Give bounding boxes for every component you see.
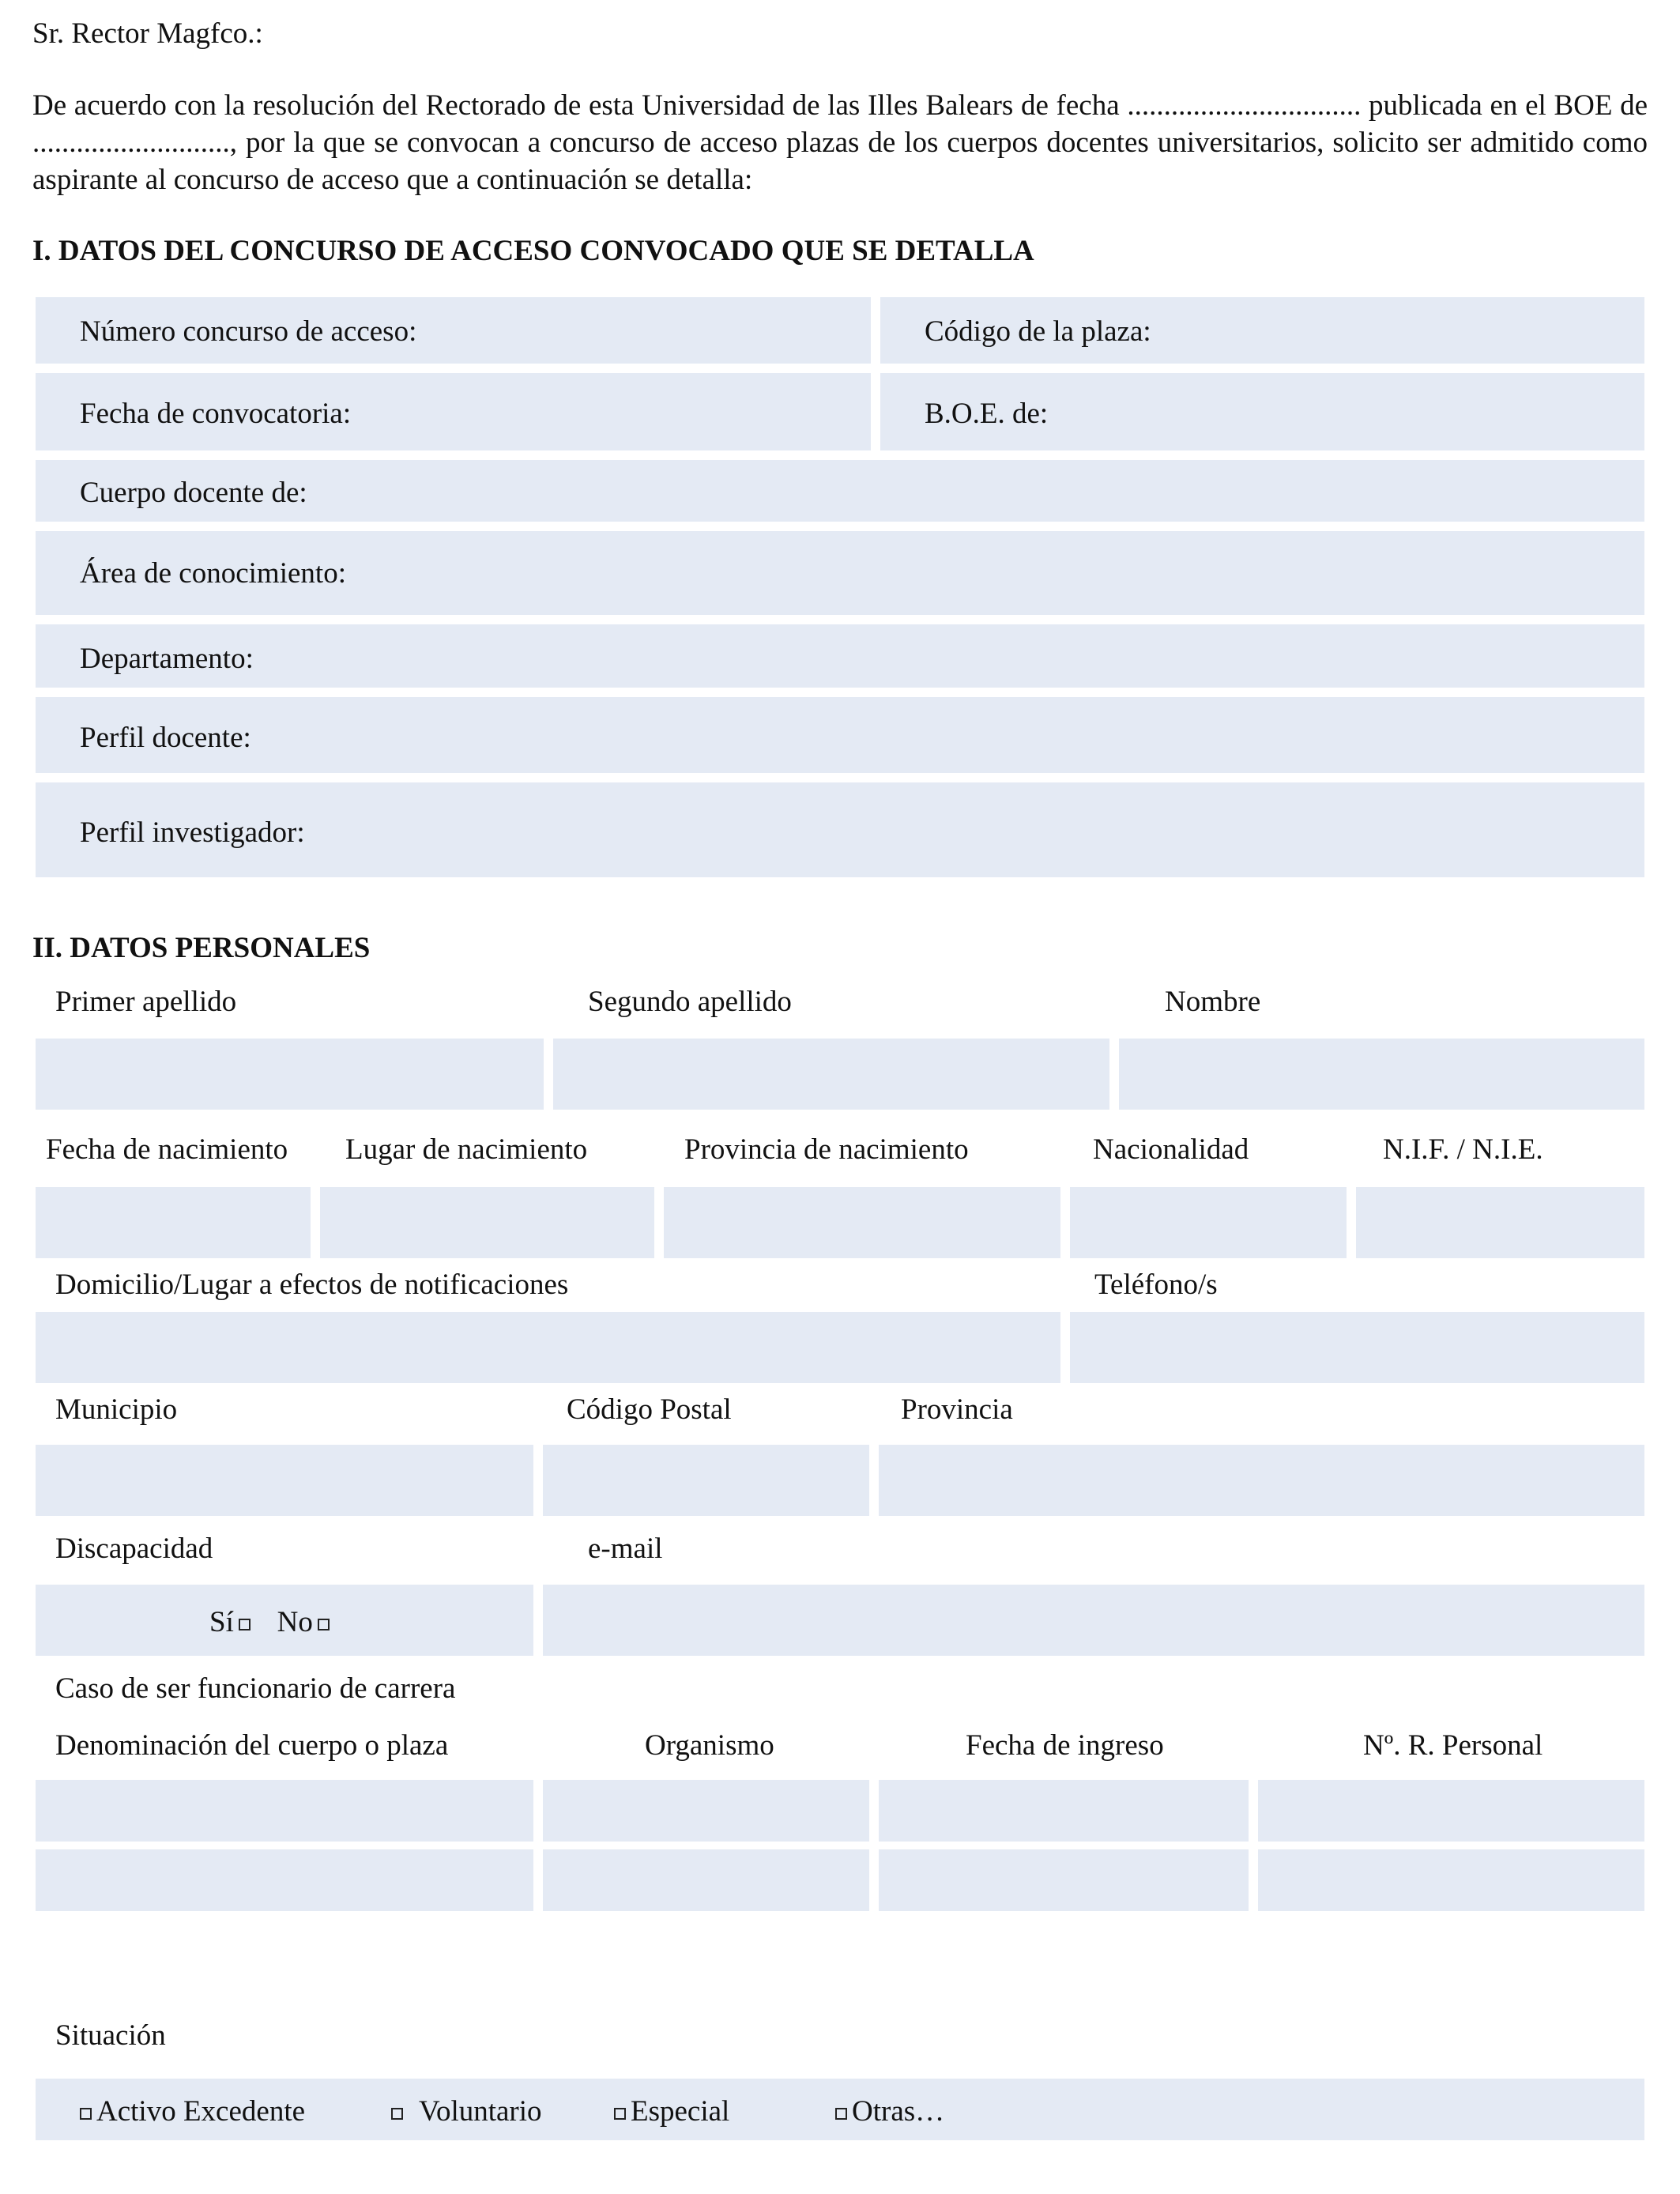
fecha-nacimiento-label: Fecha de nacimiento bbox=[46, 1133, 288, 1166]
codigo-plaza-label: Código de la plaza: bbox=[925, 315, 1151, 348]
intro-dots-fecha: ................................ bbox=[1127, 89, 1362, 122]
intro-part1: De acuerdo con la resolución del Rectorado de esta Universidad de las Illes Balears de fecha bbox=[32, 89, 1120, 122]
situacion-option-especial[interactable] bbox=[614, 2094, 729, 2128]
intro-part3: por la que se convocan a concurso de acceso plazas de los cuerpos docentes universitarios, solicito ser admitido como aspirante al concurso de acceso que a continuación se detalla: bbox=[32, 126, 1648, 196]
organismo-field-1[interactable] bbox=[543, 1780, 869, 1842]
municipio-field[interactable] bbox=[36, 1445, 533, 1516]
nombre-label: Nombre bbox=[1165, 986, 1261, 1018]
voluntario-checkbox[interactable] bbox=[391, 2108, 403, 2120]
area-conocimiento-field[interactable] bbox=[36, 531, 1644, 615]
si-checkbox[interactable] bbox=[239, 1619, 250, 1630]
activo-label: Activo Excedente bbox=[96, 2095, 306, 2128]
no-label: No bbox=[277, 1606, 313, 1638]
situacion-options bbox=[36, 2094, 1644, 2126]
situacion-option-otras[interactable] bbox=[835, 2094, 944, 2128]
provincia-nacimiento-label: Provincia de nacimiento bbox=[684, 1133, 969, 1166]
fecha-ingreso-field-2[interactable] bbox=[879, 1849, 1249, 1911]
situacion-field bbox=[36, 2079, 1644, 2140]
provincia-field[interactable] bbox=[879, 1445, 1644, 1516]
discapacidad-options bbox=[209, 1605, 334, 1639]
organismo-field-2[interactable] bbox=[543, 1849, 869, 1911]
codigo-postal-field[interactable] bbox=[543, 1445, 869, 1516]
no-checkbox[interactable] bbox=[318, 1619, 330, 1630]
nrp-field-1[interactable] bbox=[1258, 1780, 1644, 1842]
boe-label: B.O.E. de: bbox=[925, 398, 1049, 430]
email-label: e-mail bbox=[588, 1532, 663, 1565]
fecha-ingreso-field-1[interactable] bbox=[879, 1780, 1249, 1842]
denominacion-label: Denominación del cuerpo o plaza bbox=[55, 1729, 449, 1762]
nacionalidad-label: Nacionalidad bbox=[1093, 1133, 1249, 1166]
perfil-investigador-field[interactable] bbox=[36, 782, 1644, 877]
municipio-label: Municipio bbox=[55, 1393, 178, 1426]
departamento-field[interactable] bbox=[36, 624, 1644, 688]
perfil-docente-label: Perfil docente: bbox=[80, 722, 251, 754]
lugar-nacimiento-field[interactable] bbox=[320, 1187, 654, 1258]
numero-concurso-field[interactable] bbox=[36, 297, 871, 364]
codigo-postal-label: Código Postal bbox=[567, 1393, 732, 1426]
cuerpo-docente-field[interactable] bbox=[36, 460, 1644, 522]
domicilio-field[interactable] bbox=[36, 1312, 1060, 1383]
nif-label: N.I.F. / N.I.E. bbox=[1383, 1133, 1543, 1166]
lugar-nacimiento-label: Lugar de nacimiento bbox=[345, 1133, 588, 1166]
especial-label: Especial bbox=[631, 2095, 730, 2128]
fecha-convocatoria-label: Fecha de convocatoria: bbox=[80, 398, 352, 430]
provincia-label: Provincia bbox=[901, 1393, 1013, 1426]
intro-paragraph bbox=[32, 87, 1648, 198]
organismo-label: Organismo bbox=[645, 1729, 774, 1762]
primer-apellido-label: Primer apellido bbox=[55, 986, 237, 1018]
numero-concurso-label: Número concurso de acceso: bbox=[80, 315, 417, 348]
departamento-label: Departamento: bbox=[80, 643, 254, 675]
telefono-label: Teléfono/s bbox=[1094, 1269, 1218, 1301]
nrp-field-2[interactable] bbox=[1258, 1849, 1644, 1911]
area-conocimiento-label: Área de conocimiento: bbox=[80, 557, 346, 590]
fecha-nacimiento-field[interactable] bbox=[36, 1187, 311, 1258]
si-label: Sí bbox=[209, 1606, 234, 1638]
segundo-apellido-label: Segundo apellido bbox=[588, 986, 792, 1018]
perfil-docente-field[interactable] bbox=[36, 697, 1644, 773]
nif-field[interactable] bbox=[1356, 1187, 1644, 1258]
situacion-option-activo[interactable] bbox=[80, 2094, 305, 2128]
email-field[interactable] bbox=[543, 1585, 1644, 1656]
segundo-apellido-field[interactable] bbox=[553, 1039, 1109, 1110]
domicilio-label: Domicilio/Lugar a efectos de notificaciones bbox=[55, 1269, 569, 1301]
activo-checkbox[interactable] bbox=[80, 2108, 92, 2120]
nombre-field[interactable] bbox=[1119, 1039, 1644, 1110]
intro-dots-boe: ..........................., bbox=[32, 126, 237, 159]
discapacidad-field bbox=[36, 1585, 533, 1656]
telefono-field[interactable] bbox=[1070, 1312, 1644, 1383]
codigo-plaza-field[interactable] bbox=[880, 297, 1644, 364]
cuerpo-docente-label: Cuerpo docente de: bbox=[80, 477, 307, 509]
nacionalidad-field[interactable] bbox=[1070, 1187, 1347, 1258]
perfil-investigador-label: Perfil investigador: bbox=[80, 816, 305, 849]
otras-checkbox[interactable] bbox=[835, 2108, 847, 2120]
denominacion-field-1[interactable] bbox=[36, 1780, 533, 1842]
fecha-ingreso-label: Fecha de ingreso bbox=[966, 1729, 1164, 1762]
greeting: Sr. Rector Magfco.: bbox=[32, 17, 263, 50]
denominacion-field-2[interactable] bbox=[36, 1849, 533, 1911]
otras-label: Otras… bbox=[852, 2095, 945, 2128]
especial-checkbox[interactable] bbox=[614, 2108, 626, 2120]
primer-apellido-field[interactable] bbox=[36, 1039, 544, 1110]
voluntario-label: Voluntario bbox=[419, 2095, 542, 2128]
caso-funcionario-label: Caso de ser funcionario de carrera bbox=[55, 1672, 456, 1705]
boe-field[interactable] bbox=[880, 373, 1644, 450]
section2-title: II. DATOS PERSONALES bbox=[32, 932, 371, 964]
provincia-nacimiento-field[interactable] bbox=[664, 1187, 1060, 1258]
situacion-option-voluntario[interactable] bbox=[391, 2094, 542, 2128]
discapacidad-label: Discapacidad bbox=[55, 1532, 213, 1565]
situacion-label: Situación bbox=[55, 2019, 166, 2052]
nrp-label: Nº. R. Personal bbox=[1363, 1729, 1543, 1762]
fecha-convocatoria-field[interactable] bbox=[36, 373, 871, 450]
section1-title: I. DATOS DEL CONCURSO DE ACCESO CONVOCADO QUE SE DETALLA bbox=[32, 235, 1034, 267]
intro-part2: publicada en el BOE de bbox=[1369, 89, 1648, 122]
